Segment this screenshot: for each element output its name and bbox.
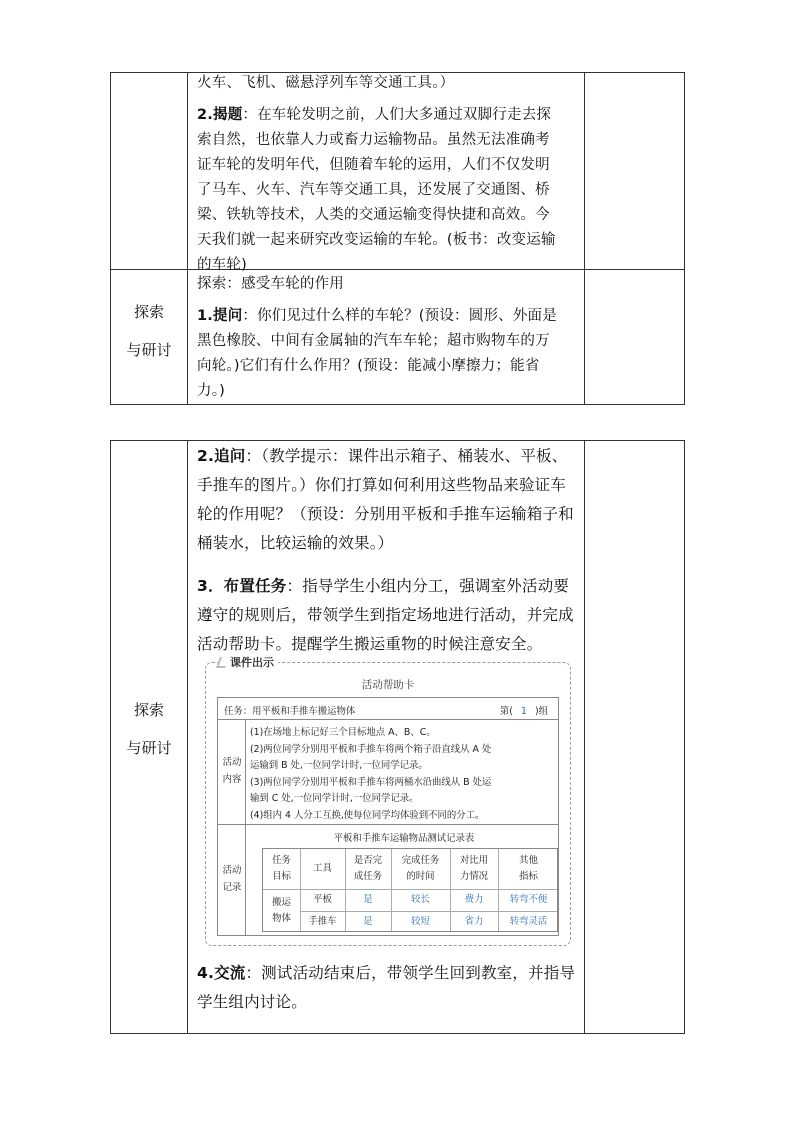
activity-help-card <box>205 656 571 946</box>
side-label-explore <box>111 295 187 367</box>
group-prefix: 第( <box>499 706 513 717</box>
record-header-cell: 对比用 力情况 <box>459 855 489 882</box>
lesson-table-1 <box>110 72 685 405</box>
question-2-paragraph <box>197 442 583 558</box>
text-line: 学生组内讨论。 <box>197 993 307 1011</box>
record-cell: 省力 <box>464 916 484 927</box>
record-header-cell: 工具 <box>313 863 332 874</box>
pencil-mark-icon <box>216 657 229 668</box>
activity-step: (4)组内 4 人分工互换,使每位同学均体验到不同的分工。 <box>250 809 485 821</box>
text-line: 3．布置任务：指导学生小组内分工，强调室外活动要 <box>197 577 570 595</box>
group-suffix: )组 <box>534 706 548 717</box>
paragraph-label: 1.提问 <box>197 308 243 324</box>
record-label: 活动 记录 <box>222 865 242 893</box>
paragraph-label: 2.揭题 <box>197 107 243 123</box>
side-label-line-2: 与研讨 <box>126 341 172 359</box>
record-cell: 费力 <box>464 894 484 905</box>
text-line: 黑色橡胶、中间有金属轴的汽车车轮；超市购物车的万 <box>197 333 550 349</box>
text-line: 手推车的图片。）你们打算如何利用这些物品来验证车 <box>197 476 567 494</box>
activity-steps <box>250 725 558 824</box>
group-number: 1 <box>520 706 527 717</box>
text-line: 向轮。)它们有什么作用？(预设：能减小摩擦力；能省 <box>197 358 540 374</box>
text-line: 力。) <box>197 383 226 399</box>
record-cell: 较长 <box>411 894 430 905</box>
text-line: 了马车、火车、汽车等交通工具，还发展了交通图、桥 <box>197 182 550 198</box>
activity-step: (1)在场地上标记好三个目标地点 A、B、C。 <box>250 727 436 738</box>
card-tag-text: 课件出示 <box>230 656 274 669</box>
card-tag <box>218 654 278 670</box>
activity-step: (3)两位同学分别用平板和手推车将两桶水沿曲线从 B 处运 <box>250 776 492 788</box>
record-cell: 是 <box>363 894 373 905</box>
record-cell: 转弯不便 <box>509 894 548 905</box>
record-header-cell: 是否完 成任务 <box>353 855 383 882</box>
record-cell: 平板 <box>313 894 332 905</box>
intro-cell <box>197 71 582 278</box>
text-line: 天我们就一起来研究改变运输的车轮。(板书：改变运输 <box>197 232 556 248</box>
text-line: 2.追问：（教学提示：课件出示箱子、桶装水、平板、 <box>197 447 568 465</box>
question-1-paragraph <box>197 304 582 404</box>
text-line: 梁、铁轨等技术，人类的交通运输变得快捷和高效。今 <box>197 207 550 223</box>
record-row-divider <box>263 889 557 890</box>
card-group <box>500 703 548 717</box>
column-divider <box>584 441 585 1033</box>
form-divider <box>218 719 558 720</box>
paragraph-label: 4.交流 <box>197 964 246 982</box>
text-line: 轮的作用呢？（预设：分别用平板和手推车运输箱子和 <box>197 505 574 523</box>
record-goal-cell: 搬运 物体 <box>272 897 291 924</box>
record-cell: 是 <box>363 916 373 927</box>
explore-title: 探索：感受车轮的作用 <box>197 276 344 292</box>
form-label-divider <box>245 719 246 935</box>
column-divider <box>584 73 585 404</box>
text-line: 活动帮助卡。提醒学生搬运重物的时候注意安全。 <box>197 635 543 653</box>
record-table-title: 平板和手推车运输物品测试记录表 <box>333 833 475 844</box>
content-label: 活动 内容 <box>222 757 242 785</box>
record-header-cell: 任务 目标 <box>272 855 291 882</box>
paragraph-label: 3．布置任务 <box>197 577 287 595</box>
text-line: 索自然，也依靠人力或畜力运输物品。虽然无法准确考 <box>197 132 550 148</box>
text-line: 的车轮) <box>197 257 247 273</box>
assign-task-paragraph <box>197 572 583 659</box>
side-label-line-1: 探索 <box>133 303 164 321</box>
discuss-paragraph <box>197 959 583 1017</box>
text-line: 遵守的规则后，带领学生到指定场地进行活动，并完成 <box>197 606 574 624</box>
text-line: 证车轮的发明年代，但随着车轮的运用，人们不仅发明 <box>197 157 550 173</box>
card-title: 活动帮助卡 <box>361 679 415 691</box>
side-label-line-2: 与研讨 <box>126 739 172 757</box>
activity-step: 输到 C 处,一位同学计时,一位同学记录。 <box>250 793 419 804</box>
activity-step: (2)两位同学分别用平板和手推车将两个箱子沿直线从 A 处 <box>250 743 492 755</box>
text-line: 1.提问：你们见过什么样的车轮？(预设：圆形、外面是 <box>197 308 557 324</box>
record-header-cell: 其他 指标 <box>519 855 538 882</box>
record-cell: 较短 <box>411 916 430 927</box>
column-divider <box>187 73 188 404</box>
side-label-explore-2 <box>111 693 187 765</box>
explore-cell <box>197 272 582 404</box>
record-row-divider <box>300 911 557 912</box>
card-form <box>217 697 559 936</box>
activity-step: 运输到 B 处,一位同学计时,一位同学记录。 <box>250 760 428 771</box>
paragraph-label: 2.追问 <box>197 447 246 465</box>
text-line: 4.交流：测试活动结束后，带领学生回到教室，并指导 <box>197 964 576 982</box>
record-cell: 手推车 <box>308 916 337 927</box>
record-table <box>262 848 558 932</box>
text-line: 2.揭题：在车轮发明之前，人们大多通过双脚行走去探 <box>197 107 552 123</box>
record-header-cell: 完成任务 的时间 <box>401 855 440 882</box>
form-divider <box>218 824 558 825</box>
discuss-cell <box>197 959 583 1017</box>
followup-cell <box>197 442 583 659</box>
record-cell: 转弯灵活 <box>509 916 548 927</box>
card-task: 任务：用平板和手推车搬运物体 <box>224 706 356 717</box>
side-label-line-1: 探索 <box>133 701 164 719</box>
intro-line: 火车、飞机、磁悬浮列车等交通工具。） <box>197 75 455 91</box>
column-divider <box>187 441 188 1033</box>
text-line: 桶装水，比较运输的效果。） <box>197 534 394 552</box>
reveal-paragraph <box>197 103 582 278</box>
